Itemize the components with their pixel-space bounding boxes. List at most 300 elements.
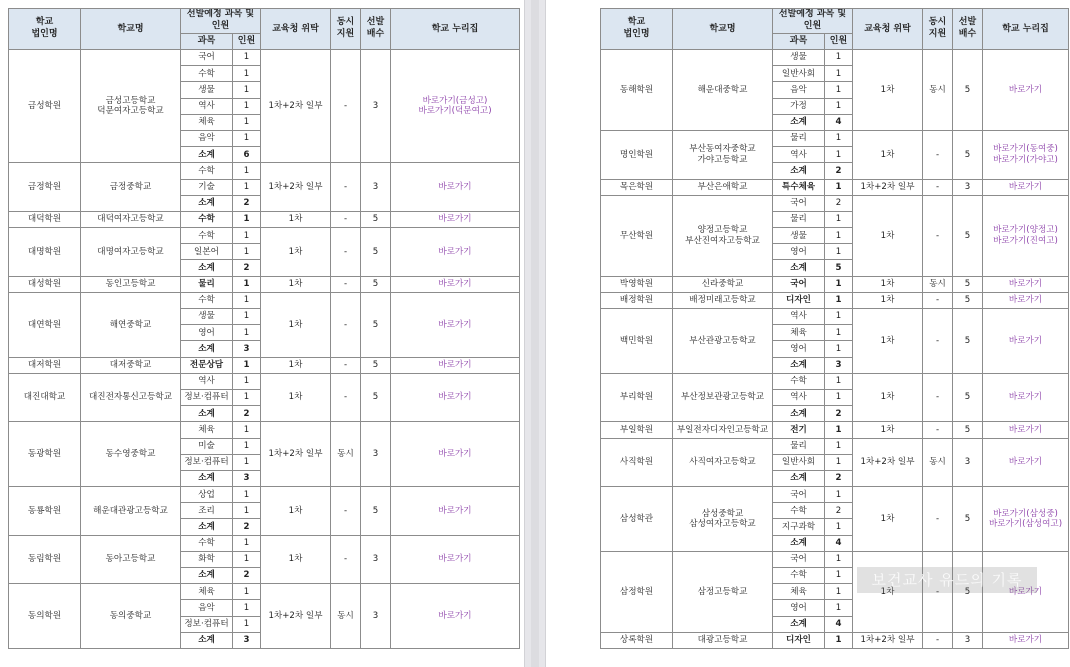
concurrent: 동시 (923, 438, 953, 487)
school-link[interactable]: 바로가기 (1008, 586, 1043, 597)
subject: 물리 (773, 438, 825, 454)
school-link-cell (983, 422, 1069, 438)
concurrent: - (331, 163, 361, 212)
table-row (601, 422, 1069, 438)
school-link[interactable]: 바로가기 (1008, 295, 1043, 306)
table-row (9, 50, 520, 66)
school-name (673, 195, 773, 276)
school-name (81, 373, 181, 422)
subject: 전기 (773, 422, 825, 438)
subject: 생물 (773, 228, 825, 244)
school-link-cell (391, 584, 520, 649)
count: 1 (233, 98, 261, 114)
subtotal-count: 4 (825, 616, 853, 632)
delegation: 1차 (853, 373, 923, 422)
page-left (0, 0, 524, 667)
school-link[interactable]: 바로가기 (438, 214, 472, 225)
school-name (673, 438, 773, 487)
ratio: 5 (361, 228, 391, 277)
header-ratio: 선발 배수 (953, 9, 983, 50)
school-name (673, 551, 773, 632)
school-line: 동의중학교 (109, 610, 152, 621)
school-line: 동아고등학교 (105, 554, 156, 565)
count: 1 (233, 325, 261, 341)
school-line: 부산관광고등학교 (689, 335, 756, 346)
school-link[interactable]: 바로가기 (438, 449, 472, 460)
table-row (601, 487, 1069, 503)
count: 1 (825, 389, 853, 405)
concurrent: - (331, 50, 361, 163)
school-line: 금정중학교 (109, 181, 152, 192)
school-link-cell (391, 228, 520, 277)
subject: 정보·컴퓨터 (181, 616, 233, 632)
delegation: 1차+2차 일부 (261, 50, 331, 163)
delegation: 1차 (261, 373, 331, 422)
table-row (601, 551, 1069, 567)
subject: 정보·컴퓨터 (181, 454, 233, 470)
subject: 상업 (181, 487, 233, 503)
count: 1 (233, 551, 261, 567)
subtotal-label: 소계 (773, 163, 825, 179)
school-line: 가야고등학교 (697, 154, 748, 165)
school-link[interactable]: 바로가기 (438, 392, 472, 403)
header-link: 학교 누리집 (983, 9, 1069, 50)
school-line: 부일전자디자인고등학교 (676, 424, 769, 435)
corp-name: 대명학원 (9, 228, 81, 277)
delegation: 1차+2차 일부 (853, 632, 923, 648)
school-link[interactable]: 바로가기(금성고) (422, 95, 488, 106)
count: 1 (233, 50, 261, 66)
scrollbar[interactable] (531, 0, 539, 667)
table-row (9, 292, 520, 308)
table-body-left (9, 50, 520, 649)
subject: 일본어 (181, 244, 233, 260)
watermark: 보건교사 유드의 기록 (857, 567, 1037, 593)
subject: 생물 (773, 50, 825, 66)
count: 1 (233, 228, 261, 244)
subject: 화학 (181, 551, 233, 567)
ratio: 5 (361, 211, 391, 227)
school-line: 부산은애학교 (697, 181, 748, 192)
school-name (673, 422, 773, 438)
count: 1 (233, 179, 261, 195)
subtotal-label: 소계 (181, 341, 233, 357)
delegation: 1차+2차 일부 (853, 179, 923, 195)
count: 1 (825, 438, 853, 454)
school-line: 양정고등학교 (697, 225, 748, 236)
delegation: 1차 (261, 276, 331, 292)
school-line: 삼정고등학교 (697, 586, 748, 597)
subtotal-label: 소계 (181, 195, 233, 211)
school-line: 배정미래고등학교 (689, 295, 756, 306)
header-plan: 선발예정 과목 및 인원 (181, 9, 261, 34)
count: 1 (825, 519, 853, 535)
subject: 조리 (181, 503, 233, 519)
school-link[interactable]: 바로가기(양정고) (993, 225, 1058, 236)
corp-name: 대덕학원 (9, 211, 81, 227)
subject: 디자인 (773, 292, 825, 308)
corp-name: 대저학원 (9, 357, 81, 373)
table-row (9, 422, 520, 438)
school-link[interactable]: 바로가기(가야고) (993, 154, 1058, 165)
concurrent: - (923, 373, 953, 422)
count: 1 (825, 82, 853, 98)
count: 1 (825, 211, 853, 227)
school-link[interactable]: 바로가기 (438, 319, 472, 330)
page-right (546, 0, 1070, 667)
subtotal-count: 3 (233, 341, 261, 357)
school-line: 대저중학교 (109, 360, 152, 370)
school-link-cell (391, 487, 520, 536)
ratio: 5 (953, 309, 983, 374)
delegation: 1차+2차 일부 (261, 584, 331, 649)
subject: 지구과학 (773, 519, 825, 535)
table-row (601, 276, 1069, 292)
school-name (673, 487, 773, 552)
header-corp: 학교 법인명 (9, 9, 81, 50)
count: 1 (825, 373, 853, 389)
table-row (9, 276, 520, 292)
concurrent: - (923, 487, 953, 552)
delegation: 1차+2차 일부 (261, 163, 331, 212)
count: 1 (825, 341, 853, 357)
corp-name: 금성학원 (9, 50, 81, 163)
school-name (673, 179, 773, 195)
subtotal-label: 소계 (773, 260, 825, 276)
count: 2 (825, 503, 853, 519)
delegation: 1차 (261, 228, 331, 277)
school-line: 부산정보관광고등학교 (680, 392, 765, 403)
subtotal-label: 소계 (773, 470, 825, 486)
header-ratio: 선발 배수 (361, 9, 391, 50)
school-link[interactable]: 바로가기 (438, 360, 472, 370)
count: 1 (825, 228, 853, 244)
table-row (601, 50, 1069, 66)
count: 1 (825, 147, 853, 163)
ratio: 3 (953, 632, 983, 648)
count: 1 (233, 373, 261, 389)
count: 1 (233, 66, 261, 82)
school-link[interactable]: 바로가기 (438, 181, 472, 192)
corp-name: 부리학원 (601, 373, 673, 422)
count: 1 (233, 600, 261, 616)
school-name (81, 276, 181, 292)
school-link-cell (391, 276, 520, 292)
table-row (601, 179, 1069, 195)
subtotal-label: 소계 (773, 114, 825, 130)
corp-name: 배정학원 (601, 292, 673, 308)
header-school: 학교명 (673, 9, 773, 50)
school-name (81, 163, 181, 212)
subject: 미술 (181, 438, 233, 454)
count: 1 (825, 454, 853, 470)
subject: 국어 (773, 195, 825, 211)
count: 1 (825, 584, 853, 600)
subject: 체육 (181, 422, 233, 438)
subject: 역사 (181, 98, 233, 114)
corp-name: 박영학원 (601, 276, 673, 292)
delegation: 1차+2차 일부 (261, 422, 331, 487)
delegation: 1차 (853, 551, 923, 632)
concurrent: - (923, 309, 953, 374)
school-line: 동인고등학교 (105, 279, 156, 290)
subtotal-count: 4 (825, 114, 853, 130)
school-link-cell (391, 50, 520, 163)
concurrent: - (923, 292, 953, 308)
ratio: 5 (953, 276, 983, 292)
school-link-cell (391, 535, 520, 584)
subject: 물리 (773, 130, 825, 146)
school-link[interactable]: 바로가기 (438, 610, 472, 621)
ratio: 5 (953, 487, 983, 552)
count: 1 (825, 50, 853, 66)
subject: 영어 (773, 600, 825, 616)
header-subject: 과목 (181, 34, 233, 50)
corp-name: 부일학원 (601, 422, 673, 438)
school-name (81, 584, 181, 649)
subject: 수학 (181, 292, 233, 308)
subject: 생물 (181, 82, 233, 98)
school-name (81, 228, 181, 277)
school-line: 부산진여자고등학교 (685, 235, 760, 246)
school-line: 덕문여자고등학교 (97, 106, 164, 117)
school-name (81, 422, 181, 487)
concurrent: 동시 (923, 276, 953, 292)
subtotal-count: 2 (825, 163, 853, 179)
school-line: 사직여자고등학교 (689, 457, 756, 468)
subtotal-label: 소계 (181, 632, 233, 648)
count: 1 (825, 66, 853, 82)
subtotal-label: 소계 (773, 616, 825, 632)
count: 1 (825, 98, 853, 114)
count: 1 (825, 325, 853, 341)
school-link[interactable]: 바로가기 (438, 505, 472, 516)
subtotal-label: 소계 (181, 568, 233, 584)
header-concurrent: 동시 지원 (923, 9, 953, 50)
school-link[interactable]: 바로가기(삼성여고) (988, 518, 1063, 529)
recruitment-table-left (8, 8, 520, 649)
concurrent: - (923, 195, 953, 276)
subject: 음악 (773, 82, 825, 98)
count: 1 (233, 82, 261, 98)
count: 1 (233, 389, 261, 405)
count: 1 (233, 292, 261, 308)
corp-name: 백민학원 (601, 309, 673, 374)
subtotal-count: 2 (233, 519, 261, 535)
subject: 물리 (181, 276, 233, 292)
school-link-cell (983, 50, 1069, 131)
header-link: 학교 누리집 (391, 9, 520, 50)
school-name (81, 535, 181, 584)
subject: 디자인 (773, 632, 825, 648)
corp-name: 동림학원 (9, 535, 81, 584)
count: 1 (825, 292, 853, 308)
delegation: 1차 (853, 276, 923, 292)
school-name (81, 357, 181, 373)
corp-name: 동광학원 (9, 422, 81, 487)
ratio: 3 (953, 179, 983, 195)
corp-name: 금정학원 (9, 163, 81, 212)
concurrent: - (331, 292, 361, 357)
ratio: 3 (361, 584, 391, 649)
subject: 영어 (181, 325, 233, 341)
school-name (673, 276, 773, 292)
delegation: 1차 (853, 195, 923, 276)
delegation: 1차 (853, 292, 923, 308)
concurrent: 동시 (923, 50, 953, 131)
school-name (81, 211, 181, 227)
concurrent: - (923, 422, 953, 438)
school-link[interactable]: 바로가기 (1008, 424, 1043, 435)
subject: 음악 (181, 130, 233, 146)
ratio: 5 (361, 276, 391, 292)
school-link-cell (983, 632, 1069, 648)
corp-name: 삼성학관 (601, 487, 673, 552)
subtotal-count: 4 (825, 535, 853, 551)
table-row (601, 130, 1069, 146)
ratio: 5 (953, 292, 983, 308)
delegation: 1차 (261, 292, 331, 357)
school-link-cell (983, 373, 1069, 422)
header-count: 인원 (825, 34, 853, 50)
delegation: 1차 (853, 422, 923, 438)
table-row (9, 373, 520, 389)
school-link[interactable]: 바로가기 (1008, 279, 1043, 290)
school-name (81, 292, 181, 357)
school-link-cell (983, 292, 1069, 308)
school-link[interactable]: 바로가기(삼성중) (993, 508, 1058, 519)
subtotal-count: 2 (825, 470, 853, 486)
school-link-cell (983, 276, 1069, 292)
table-row (601, 438, 1069, 454)
header-plan: 선발예정 과목 및 인원 (773, 9, 853, 34)
subtotal-count: 5 (825, 260, 853, 276)
ratio: 5 (361, 487, 391, 536)
subject: 전문상담 (181, 357, 233, 373)
school-name (673, 373, 773, 422)
count: 1 (825, 487, 853, 503)
school-line: 대덕여자고등학교 (97, 214, 164, 225)
ratio: 5 (953, 130, 983, 179)
subject: 특수체육 (773, 179, 825, 195)
school-link[interactable]: 바로가기 (1008, 635, 1043, 646)
school-link[interactable]: 바로가기 (1008, 335, 1043, 346)
school-link[interactable]: 바로가기 (1008, 181, 1043, 192)
school-link-cell (391, 292, 520, 357)
school-link[interactable]: 바로가기 (1008, 84, 1043, 95)
concurrent: - (331, 373, 361, 422)
school-link[interactable]: 바로가기 (438, 246, 472, 257)
subject: 수학 (773, 503, 825, 519)
school-line: 해연중학교 (109, 319, 152, 330)
school-link[interactable]: 바로가기 (1008, 457, 1043, 468)
concurrent: 동시 (331, 422, 361, 487)
subtotal-count: 6 (233, 147, 261, 163)
count: 1 (233, 487, 261, 503)
header-school: 학교명 (81, 9, 181, 50)
school-line: 부산동여자중학교 (689, 144, 756, 155)
school-link-cell (391, 163, 520, 212)
school-name (673, 50, 773, 131)
corp-name: 상록학원 (601, 632, 673, 648)
school-name (673, 309, 773, 374)
school-line: 삼성중학교 (701, 508, 744, 519)
count: 1 (233, 130, 261, 146)
ratio: 3 (953, 438, 983, 487)
school-link-cell (983, 487, 1069, 552)
school-link-cell (391, 211, 520, 227)
subtotal-count: 2 (825, 406, 853, 422)
concurrent: - (331, 211, 361, 227)
school-link[interactable]: 바로가기(동여중) (993, 144, 1058, 155)
recruitment-table-right (600, 8, 1069, 649)
header-corp: 학교 법인명 (601, 9, 673, 50)
header-count: 인원 (233, 34, 261, 50)
subtotal-count: 3 (233, 632, 261, 648)
table-row (9, 535, 520, 551)
concurrent: 동시 (331, 584, 361, 649)
delegation: 1차 (853, 50, 923, 131)
school-name (81, 50, 181, 163)
header-delegation: 교육청 위탁 (261, 9, 331, 50)
subject: 체육 (181, 114, 233, 130)
delegation: 1차 (261, 487, 331, 536)
school-line: 삼성여자고등학교 (689, 518, 756, 529)
header-concurrent: 동시 지원 (331, 9, 361, 50)
table-row (9, 487, 520, 503)
school-line: 해운대중학교 (697, 84, 748, 95)
corp-name: 대진대학교 (9, 373, 81, 422)
school-link[interactable]: 바로가기(진여고) (993, 235, 1058, 246)
school-line: 해운대관광고등학교 (93, 505, 168, 516)
count: 1 (233, 535, 261, 551)
count: 1 (233, 454, 261, 470)
corp-name: 대성학원 (9, 276, 81, 292)
subtotal-label: 소계 (181, 406, 233, 422)
count: 1 (233, 309, 261, 325)
table-row (9, 584, 520, 600)
count: 1 (233, 163, 261, 179)
header-delegation: 교육청 위탁 (853, 9, 923, 50)
school-link[interactable]: 바로가기(덕문여고) (418, 106, 492, 117)
subject: 국어 (773, 487, 825, 503)
school-link-cell (983, 130, 1069, 179)
subject: 역사 (773, 389, 825, 405)
table-row (601, 373, 1069, 389)
subject: 역사 (773, 147, 825, 163)
corp-name: 사직학원 (601, 438, 673, 487)
concurrent: - (923, 632, 953, 648)
school-link-cell (391, 422, 520, 487)
school-link[interactable]: 바로가기 (438, 554, 472, 565)
ratio: 3 (361, 163, 391, 212)
school-link[interactable]: 바로가기 (1008, 392, 1043, 403)
corp-name: 무산학원 (601, 195, 673, 276)
subject: 가정 (773, 98, 825, 114)
ratio: 5 (953, 551, 983, 632)
corp-name: 목은학원 (601, 179, 673, 195)
count: 1 (825, 244, 853, 260)
school-name (673, 292, 773, 308)
ratio: 5 (953, 422, 983, 438)
school-link-cell (983, 195, 1069, 276)
ratio: 3 (361, 422, 391, 487)
corp-name: 동룡학원 (9, 487, 81, 536)
school-link[interactable]: 바로가기 (438, 279, 472, 290)
count: 2 (825, 195, 853, 211)
subject: 역사 (181, 373, 233, 389)
count: 1 (825, 179, 853, 195)
